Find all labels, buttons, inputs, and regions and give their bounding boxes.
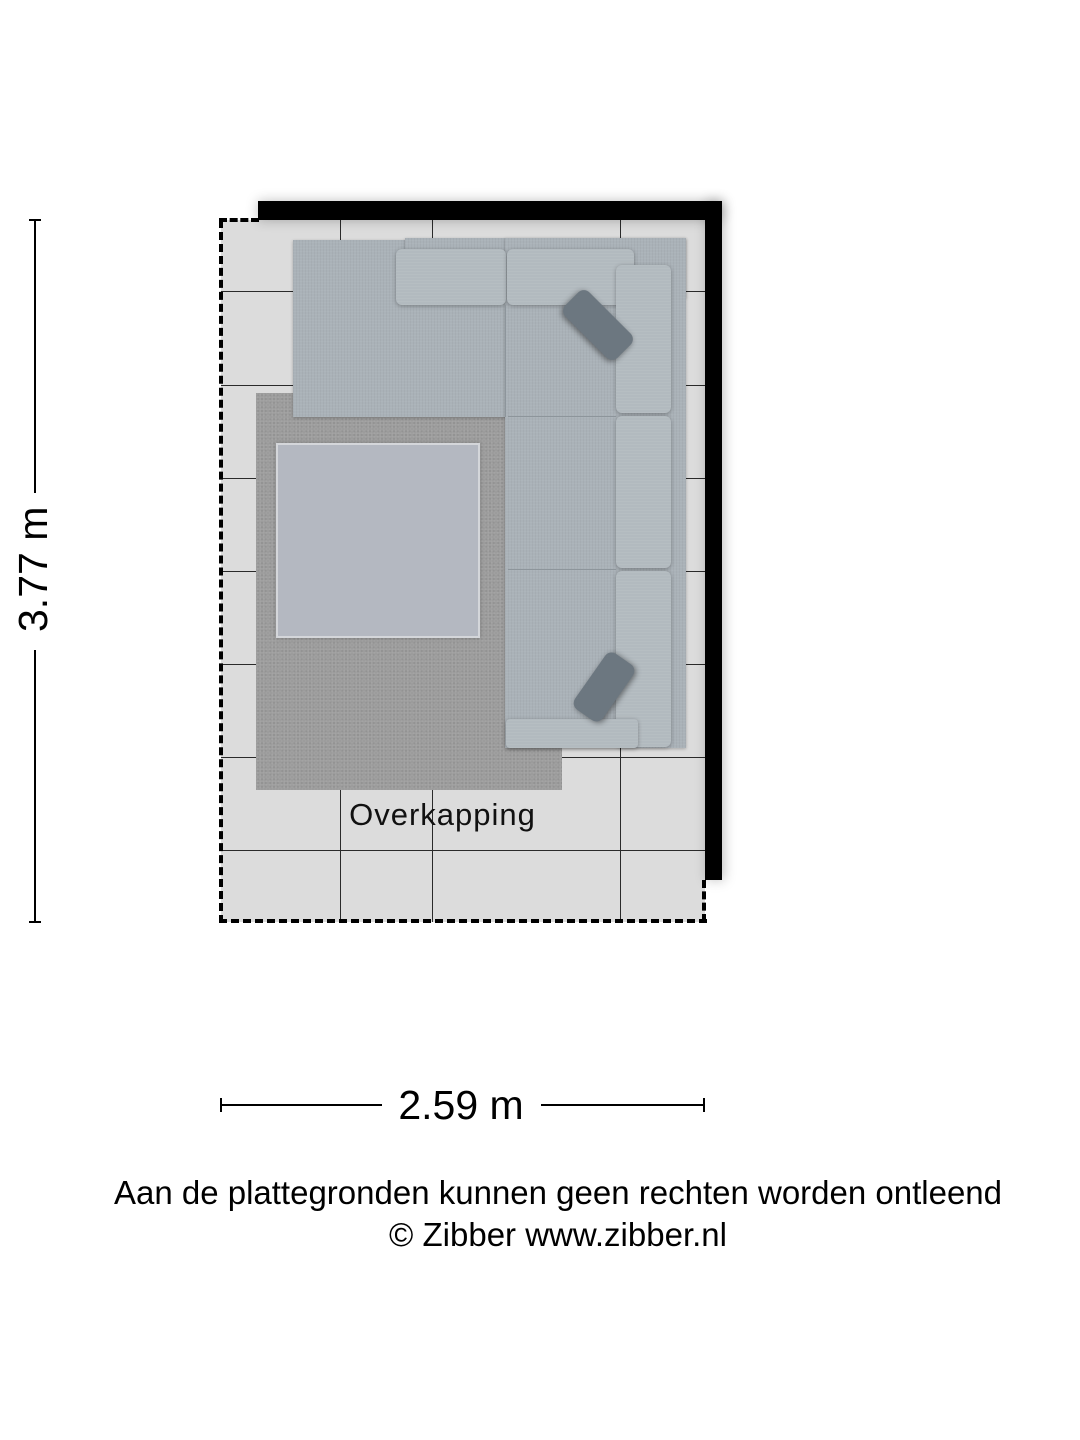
back-cushion — [396, 249, 506, 305]
wall-right — [705, 201, 722, 880]
wall-top — [258, 201, 722, 220]
seat-divider — [508, 416, 616, 417]
back-cushion — [507, 249, 634, 305]
dimension-line — [221, 1104, 382, 1106]
seat-divider — [505, 305, 506, 417]
room-label: Overkapping — [349, 797, 536, 832]
copyright-text: © Zibber www.zibber.nl — [389, 1216, 727, 1253]
open-edge-right — [702, 880, 706, 922]
open-edge-left — [219, 220, 223, 923]
dimension-line — [34, 650, 36, 922]
width-label: 2.59 m — [398, 1082, 524, 1128]
dimension-line — [541, 1104, 704, 1106]
tile-line — [221, 850, 705, 851]
dimension-cap — [29, 921, 41, 923]
disclaimer-text: Aan de plattegronden kunnen geen rechten worden ontleend — [113, 1174, 1003, 1211]
dimension-line — [34, 220, 36, 493]
back-cushion — [616, 416, 671, 568]
armrest — [506, 719, 638, 748]
seat-divider — [508, 569, 616, 570]
height-label: 3.77 m — [10, 506, 56, 632]
open-edge-bottom — [219, 919, 707, 923]
coffee-table — [276, 443, 480, 638]
dimension-cap — [703, 1098, 705, 1112]
open-edge-top — [219, 218, 259, 222]
